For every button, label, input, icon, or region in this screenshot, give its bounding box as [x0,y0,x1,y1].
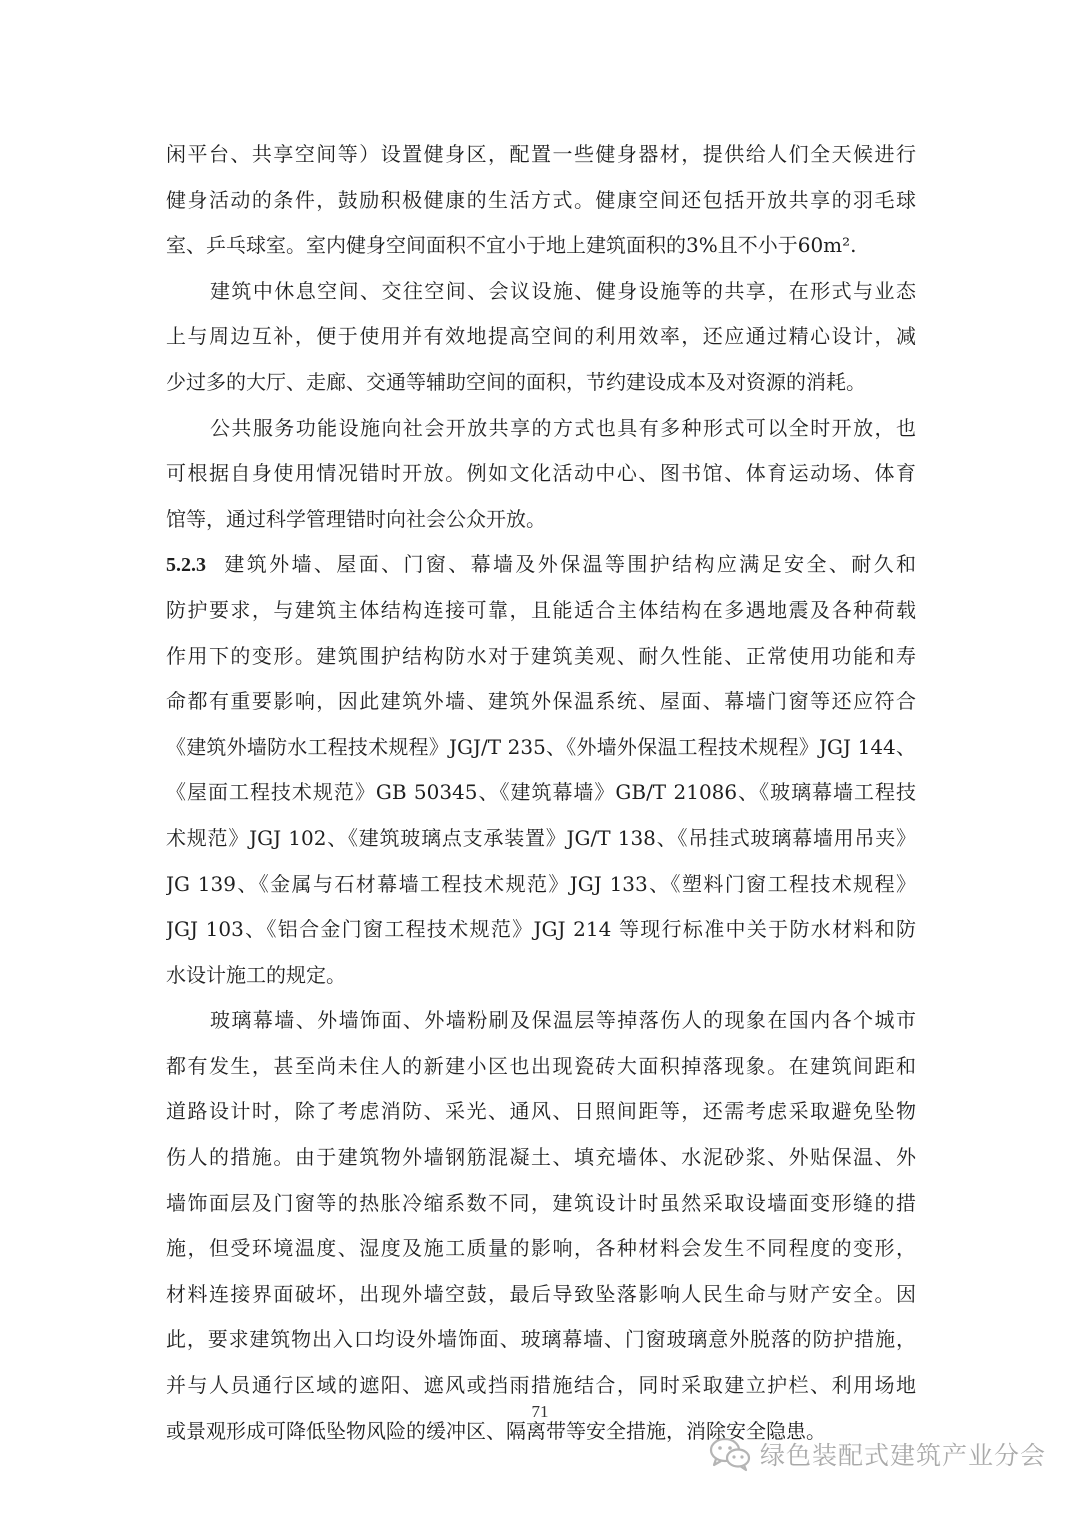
wechat-icon [708,1436,752,1472]
text-line: 命都有重要影响，因此建筑外墙、建筑外保温系统、屋面、幕墙门窗等还应符合 [166,689,916,714]
text-line: 玻璃幕墙、外墙饰面、外墙粉刷及保温层等掉落伤人的现象在国内各个城市 [210,1008,916,1033]
clause-heading-line [166,542,916,588]
text-line: JGJ 103、《铝合金门窗工程技术规范》JGJ 214 等现行标准中关于防水材料和防 [166,917,916,942]
text-line: 术规范》JGJ 102、《建筑玻璃点支承装置》JG/T 138、《吊挂式玻璃幕墙用吊夹》 [166,825,916,850]
clause-text: 建筑外墙、屋面、门窗、幕墙及外保温等围护结构应满足安全、耐久和 [222,552,916,577]
text-line: 建筑中休息空间、交往空间、会议设施、健身设施等的共享，在形式与业态 [210,278,916,303]
text-line: 闲平台、共享空间等）设置健身区，配置一些健身器材，提供给人们全天候进行 [166,142,916,166]
clause-number: 5.2.3 [166,554,206,577]
text-line: 并与人员通行区域的遮阳、遮风或挡雨措施结合，同时采取建立护栏、利用场地 [166,1373,916,1398]
text-line: 馆等，通过科学管理错时向社会公众开放。 [166,506,546,531]
text-line: 施，但受环境温度、湿度及施工质量的影响，各种材料会发生不同程度的变形， [166,1236,916,1261]
text-line: 室、乒乓球室。室内健身空间面积不宜小于地上建筑面积的3%且不小于60m². [166,233,857,258]
text-line: 或景观形成可降低坠物风险的缓冲区、隔离带等安全措施，消除安全隐患。 [166,1418,826,1443]
text-line: 材料连接界面破坏，出现外墙空鼓，最后导致坠落影响人民生命与财产安全。因 [166,1281,916,1306]
text-line: 《建筑外墙防水工程技术规程》JGJ/T 235、《外墙外保温工程技术规程》JGJ 144、 [166,734,916,759]
text-line: 可根据自身使用情况错时开放。例如文化活动中心、图书馆、体育运动场、体育 [166,461,916,486]
text-line: 健身活动的条件，鼓励积极健康的生活方式。健康空间还包括开放共享的羽毛球 [166,187,916,212]
text-line: 少过多的大厅、走廊、交通等辅助空间的面积，节约建设成本及对资源的消耗。 [166,369,866,394]
body-text [166,132,916,1454]
watermark-text: 绿色装配式建筑产业分会 [759,1441,1046,1470]
text-line: 伤人的措施。由于建筑物外墙钢筋混凝土、填充墙体、水泥砂浆、外贴保温、外 [166,1145,916,1170]
page-number: 71 [531,1402,549,1421]
text-line: 都有发生，甚至尚未住人的新建小区也出现瓷砖大面积掉落现象。在建筑间距和 [166,1053,916,1078]
text-line: JG 139、《金属与石材幕墙工程技术规范》JGJ 133、《塑料门窗工程技术规程》 [166,871,916,896]
text-line: 防护要求，与建筑主体结构连接可靠，且能适合主体结构在多遇地震及各种荷载 [166,597,916,622]
text-line: 墙饰面层及门窗等的热胀冷缩系数不同，建筑设计时虽然采取设墙面变形缝的措 [166,1190,916,1215]
text-line: 上与周边互补，便于使用并有效地提高空间的利用效率，还应通过精心设计，减 [166,324,916,349]
watermark [708,1436,1046,1472]
text-line: 作用下的变形。建筑围护结构防水对于建筑美观、耐久性能、正常使用功能和寿 [166,643,916,668]
text-line: 此，要求建筑物出入口均设外墙饰面、玻璃幕墙、门窗玻璃意外脱落的防护措施， [166,1327,916,1352]
text-line: 公共服务功能设施向社会开放共享的方式也具有多种形式可以全时开放，也 [210,415,916,440]
text-line: 水设计施工的规定。 [166,962,346,987]
text-line: 道路设计时，除了考虑消防、采光、通风、日照间距等，还需考虑采取避免坠物 [166,1099,916,1124]
text-line: 《屋面工程技术规范》GB 50345、《建筑幕墙》GB/T 21086、《玻璃幕墙工程技 [166,780,916,805]
